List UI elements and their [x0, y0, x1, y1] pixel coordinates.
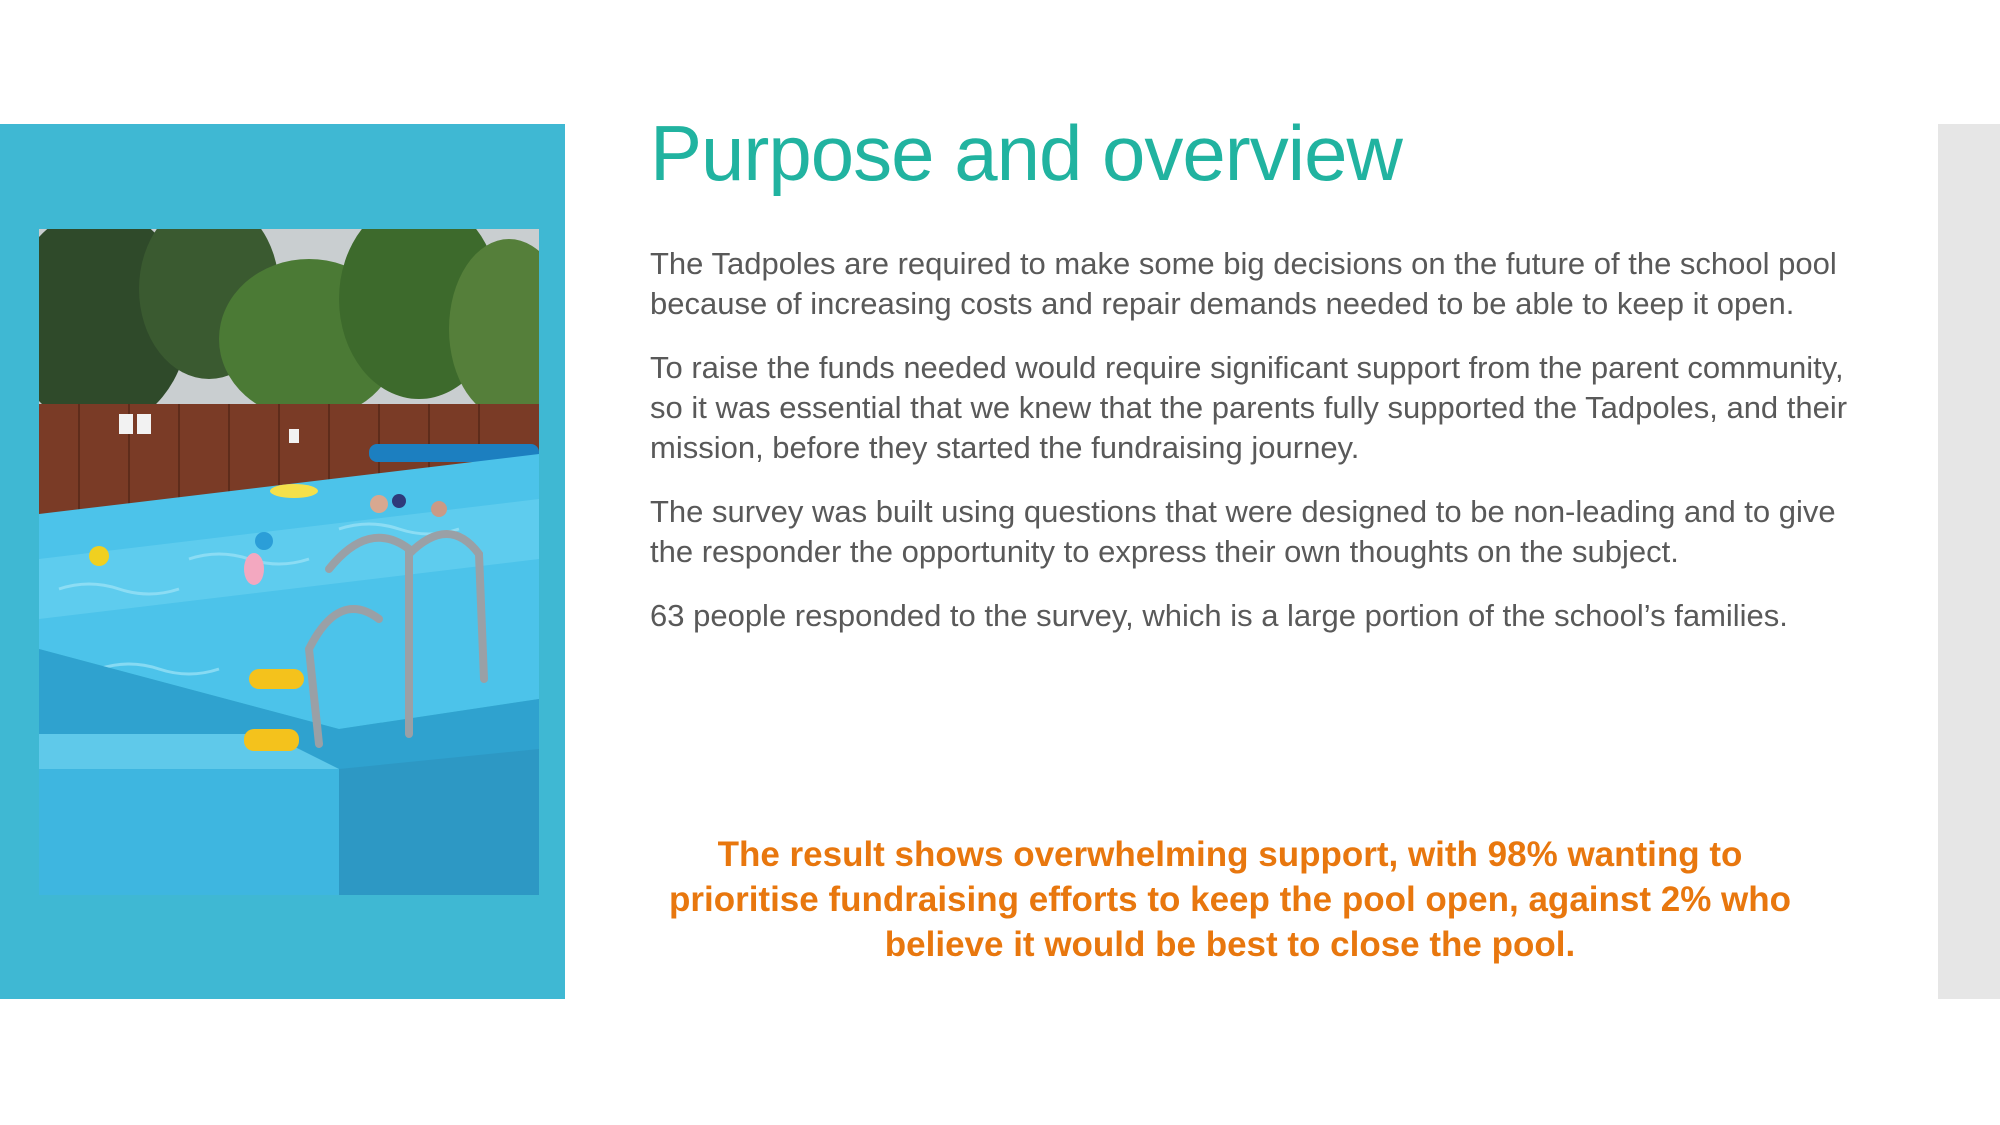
right-accent-strip: [1938, 124, 2000, 999]
left-accent-panel: [0, 124, 565, 999]
paragraph: The survey was built using questions that were designed to be non-leading and to give the responder the opportunity to express their own thoughts on the subject.: [650, 494, 1836, 569]
body-text: [650, 244, 1850, 660]
swimming-pool-photo: [39, 229, 539, 895]
result-highlight: The result shows overwhelming support, with 98% wanting to prioritise fundraising efforts to keep the pool open, against 2% who believe it would be best to close the pool.: [668, 835, 1792, 964]
paragraph: To raise the funds needed would require significant support from the parent community, so it was essential that we knew that the parents fully supported the Tadpoles, and their mission, before they started the fundraising journey.: [650, 350, 1848, 465]
paragraph: The Tadpoles are required to make some big decisions on the future of the school pool because of increasing costs and repair demands needed to be able to keep it open.: [650, 246, 1837, 321]
slide-title: Purpose and overview: [650, 109, 1402, 197]
paragraph: 63 people responded to the survey, which is a large portion of the school’s families.: [650, 598, 1788, 633]
